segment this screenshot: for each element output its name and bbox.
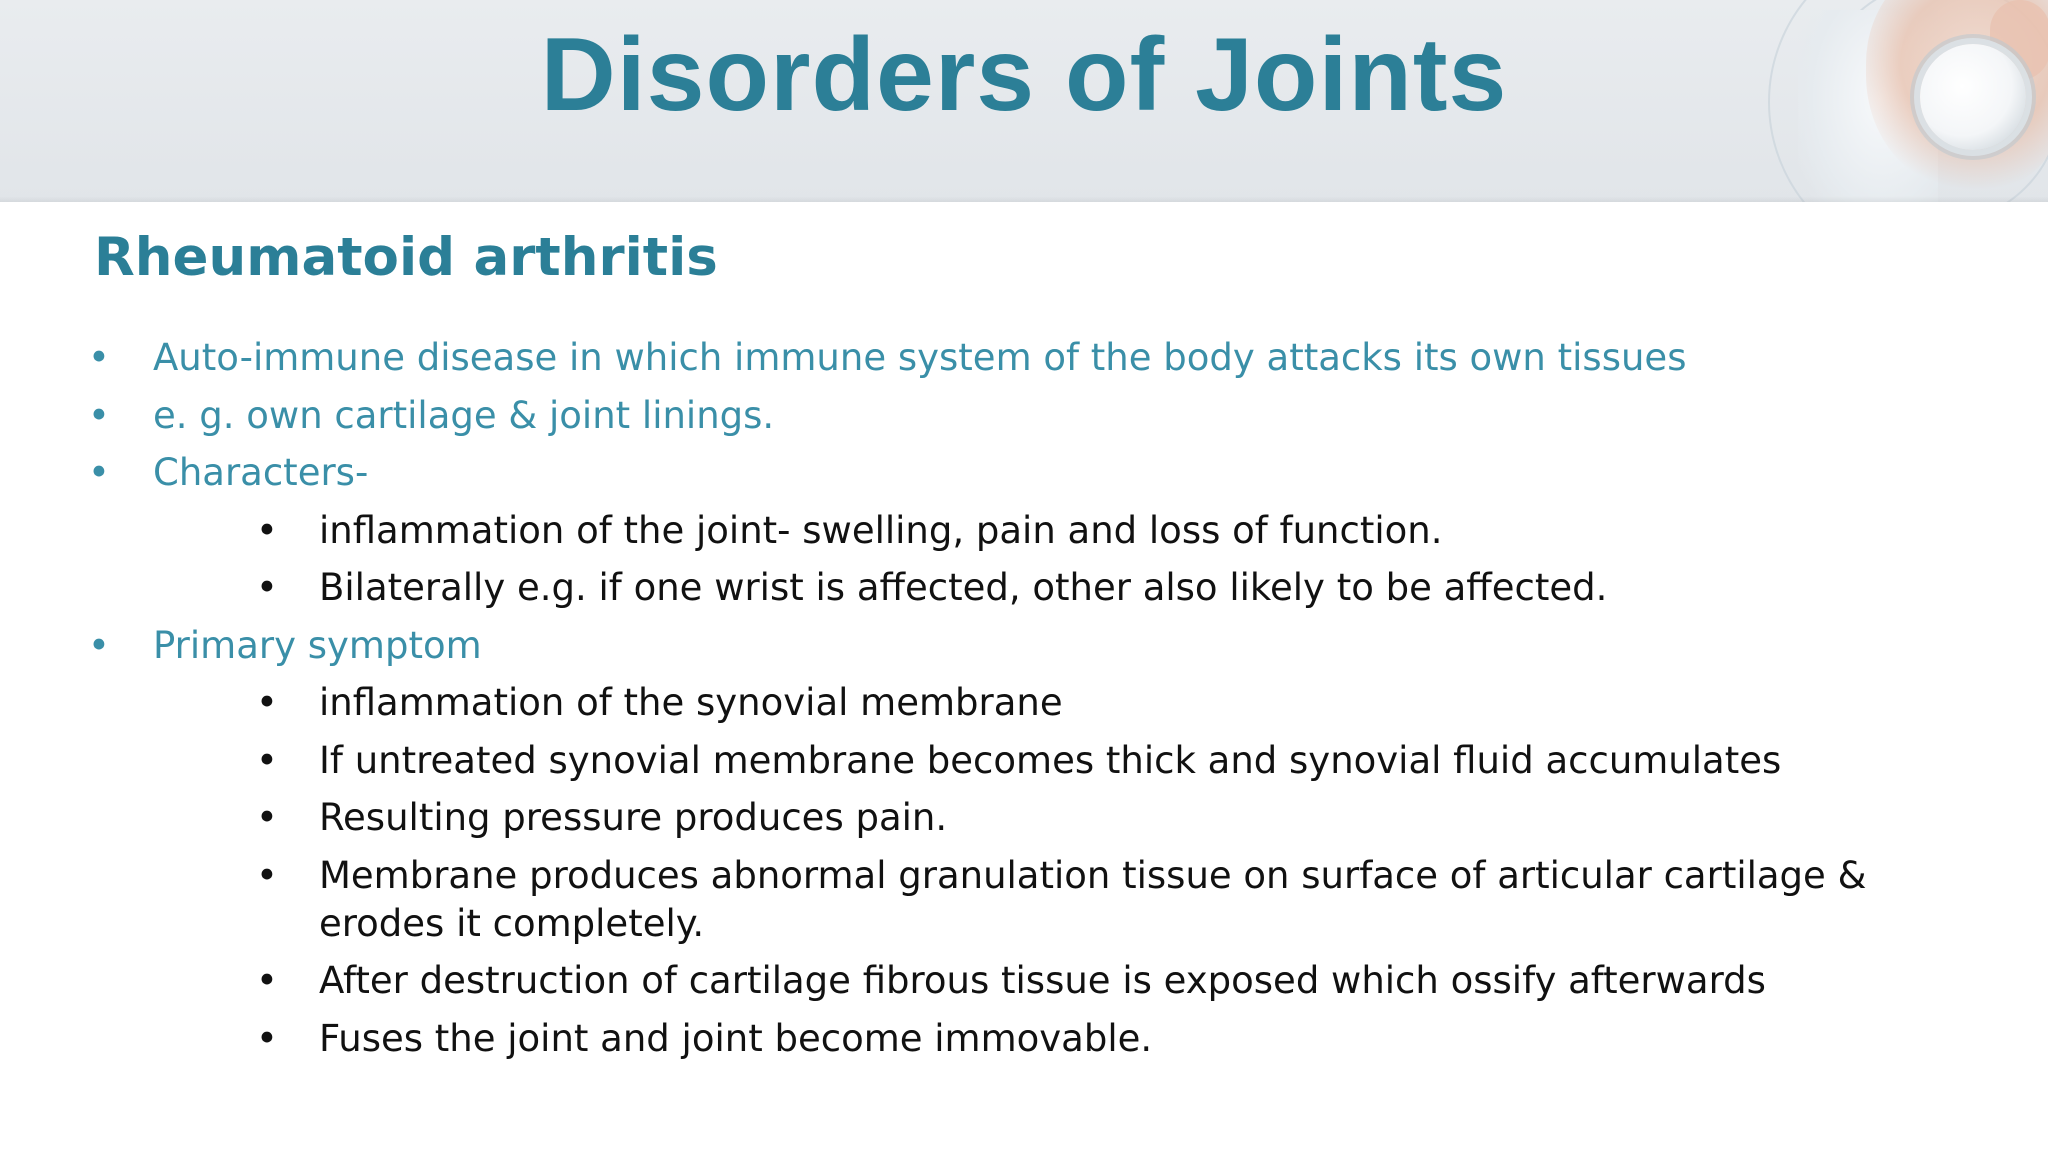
sub-bullet-item: [0, 852, 2048, 958]
stethoscope-icon: [1920, 44, 2026, 150]
bullet-icon: •: [256, 1016, 278, 1060]
bullet-icon: •: [256, 738, 278, 782]
bullet-text: Auto-immune disease in which immune system of the body attacks its own tissues: [153, 336, 1687, 379]
bullet-icon: •: [256, 508, 278, 552]
sub-bullet-text: After destruction of cartilage fibrous tissue is exposed which ossify afterwards: [319, 959, 1766, 1002]
bullet-text: Characters-: [153, 451, 369, 494]
bullet-item: [0, 622, 2048, 680]
sub-bullet-item: [0, 564, 2048, 622]
sub-bullet-item: [0, 957, 2048, 1015]
bullet-icon: •: [256, 853, 278, 897]
title-band: [0, 0, 2048, 202]
bullet-icon: •: [88, 336, 110, 379]
bullet-item: [0, 449, 2048, 507]
sub-bullet-item: [0, 507, 2048, 565]
sub-bullet-text: Membrane produces abnormal granulation tissue on surface of articular cartilage & erodes it completely.: [319, 853, 1867, 945]
bullet-icon: •: [256, 796, 278, 839]
bullet-icon: •: [88, 393, 110, 437]
doctor-stethoscope-image: [1758, 0, 2048, 202]
bullet-icon: •: [88, 451, 110, 494]
bullet-item: [0, 334, 2048, 392]
slide-title: Disorders of Joints: [540, 17, 1508, 133]
bullet-text: e. g. own cartilage & joint linings.: [153, 393, 775, 437]
bullet-text: Primary symptom: [153, 623, 482, 667]
bullet-icon: •: [88, 623, 110, 667]
bullet-icon: •: [256, 959, 278, 1002]
sub-bullet-item: [0, 1015, 2048, 1073]
bullet-list: [0, 334, 2048, 1072]
sub-bullet-item: [0, 794, 2048, 852]
bullet-item: [0, 392, 2048, 450]
bullet-icon: •: [256, 566, 278, 609]
sub-bullet-text: inflammation of the synovial membrane: [319, 681, 1063, 724]
sub-bullet-text: If untreated synovial membrane becomes thick and synovial fluid accumulates: [319, 738, 1782, 782]
sub-bullet-item: [0, 737, 2048, 795]
section-heading: Rheumatoid arthritis: [94, 227, 718, 288]
bullet-icon: •: [256, 681, 278, 724]
sub-bullet-text: inflammation of the joint- swelling, pain and loss of function.: [319, 508, 1443, 552]
sub-bullet-text: Bilaterally e.g. if one wrist is affected, other also likely to be affected.: [319, 566, 1608, 609]
sub-bullet-text: Fuses the joint and joint become immovable.: [319, 1016, 1153, 1060]
sub-bullet-item: [0, 679, 2048, 737]
sub-bullet-text: Resulting pressure produces pain.: [319, 796, 948, 839]
